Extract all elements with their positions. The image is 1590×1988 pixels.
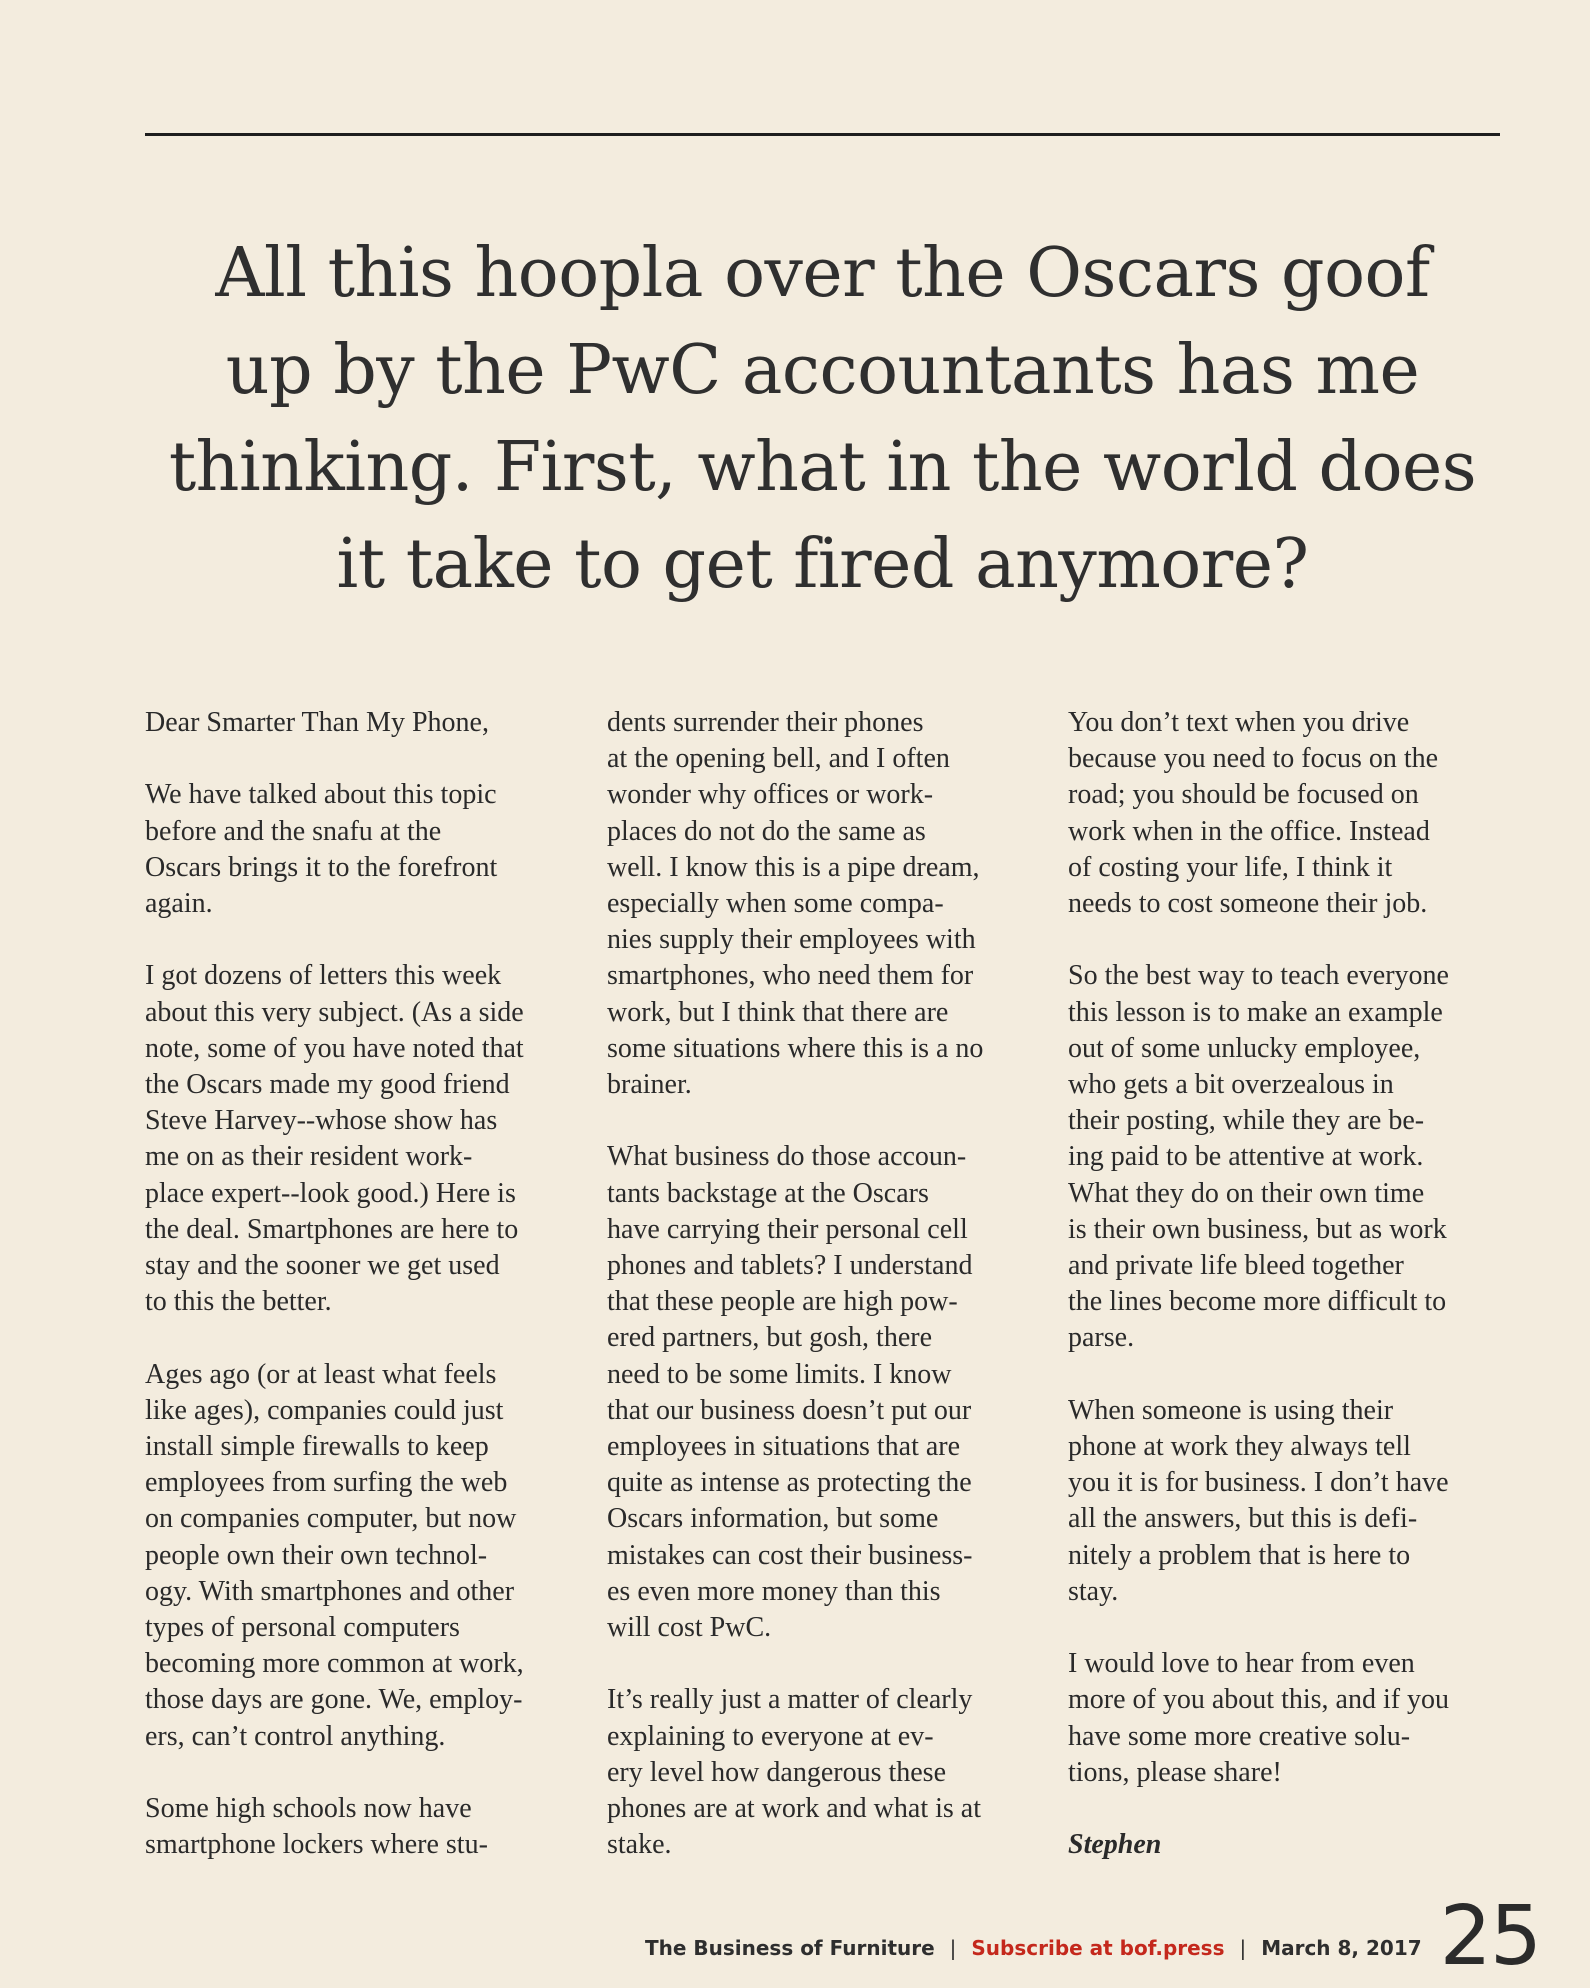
page-number: 25: [1439, 1889, 1540, 1984]
footer-separator: |: [949, 1936, 957, 1960]
salutation: Dear Smarter Than My Phone,: [145, 707, 489, 738]
footer-separator: |: [1239, 1936, 1247, 1960]
headline-line: All this hoopla over the Oscars goof: [215, 234, 1430, 313]
paragraph: What business do those accoun- tants backstage at the Oscars have carrying their personal cell phones and tablets? I understand that these people are high pow- ered partners, but gosh, there need to be some limits. I know that our business doesn’t put our employees in situations that are quite as intense as protecting the Oscars information, but some mistakes can cost their business- es even more money than this will cost PwC.: [607, 1141, 973, 1644]
column-2: [607, 705, 1057, 1900]
headline: [145, 225, 1500, 613]
column-3: [1068, 705, 1518, 1863]
paragraph: I would love to hear from even more of you about this, and if you have some more creative solu- tions, please share!: [1068, 1648, 1450, 1788]
paragraph: Some high schools now have smartphone lockers where stu-: [145, 1793, 488, 1861]
paragraph: dents surrender their phones at the opening bell, and I often wonder why offices or work- places do not do the same as well. I know this is a pipe dream, especially when some compa- nies supply their employees with smartphones, who need them for work, but I think that there are some situations where this is a no brainer.: [607, 707, 984, 1101]
paragraph: When someone is using their phone at work they always tell you it is for business. I don’t have all the answers, but this is defi- nitely a problem that is here to stay.: [1068, 1394, 1449, 1607]
issue-date: March 8, 2017: [1261, 1936, 1422, 1960]
paragraph: It’s really just a matter of clearly explaining to everyone at ev- ery level how dangerous these phones are at work and what is at stake.: [607, 1684, 981, 1861]
signature: Stephen: [1068, 1829, 1162, 1861]
paragraph: So the best way to teach everyone this lesson is to make an example out of some unlucky employee, who gets a bit overzealous in their posting, while they are be- ing paid to be attentive at work. What they do on their own time is their own business, but as work and private life bleed together the lines become more difficult to parse.: [1068, 960, 1449, 1354]
headline-line: thinking. First, what in the world does: [168, 428, 1477, 507]
publication-name: The Business of Furniture: [644, 1936, 935, 1960]
paragraph: You don’t text when you drive because you need to focus on the road; you should be focused on work when in the office. Instead of costing your life, I think it needs to cost someone their job.: [1068, 707, 1439, 920]
column-1: [145, 705, 595, 1900]
top-rule: [145, 133, 1500, 136]
subscribe-link[interactable]: Subscribe at bof.press: [971, 1936, 1225, 1960]
page-footer: [644, 1889, 1540, 1984]
paragraph: We have talked about this topic before and the snafu at the Oscars brings it to the forefront again.: [145, 779, 498, 919]
headline-line: it take to get fired anymore?: [336, 525, 1309, 604]
footer-text: [645, 1936, 1422, 1978]
paragraph: Ages ago (or at least what feels like ages), companies could just install simple firewalls to keep employees from surfing the web on companies computer, but now people own their own technol- ogy. With smartphones and other types of personal computers becoming more common at work, those days are gone. We, employ- ers, can’t control anything.: [145, 1358, 524, 1752]
paragraph: I got dozens of letters this week about this very subject. (As a side note, some of you have noted that the Oscars made my good friend Steve Harvey--whose show has me on as their resident work- place expert--look good.) Here is the deal. Smartphones are here to stay and the sooner we get used to this the better.: [145, 960, 524, 1318]
headline-line: up by the PwC accountants has me: [225, 331, 1420, 410]
